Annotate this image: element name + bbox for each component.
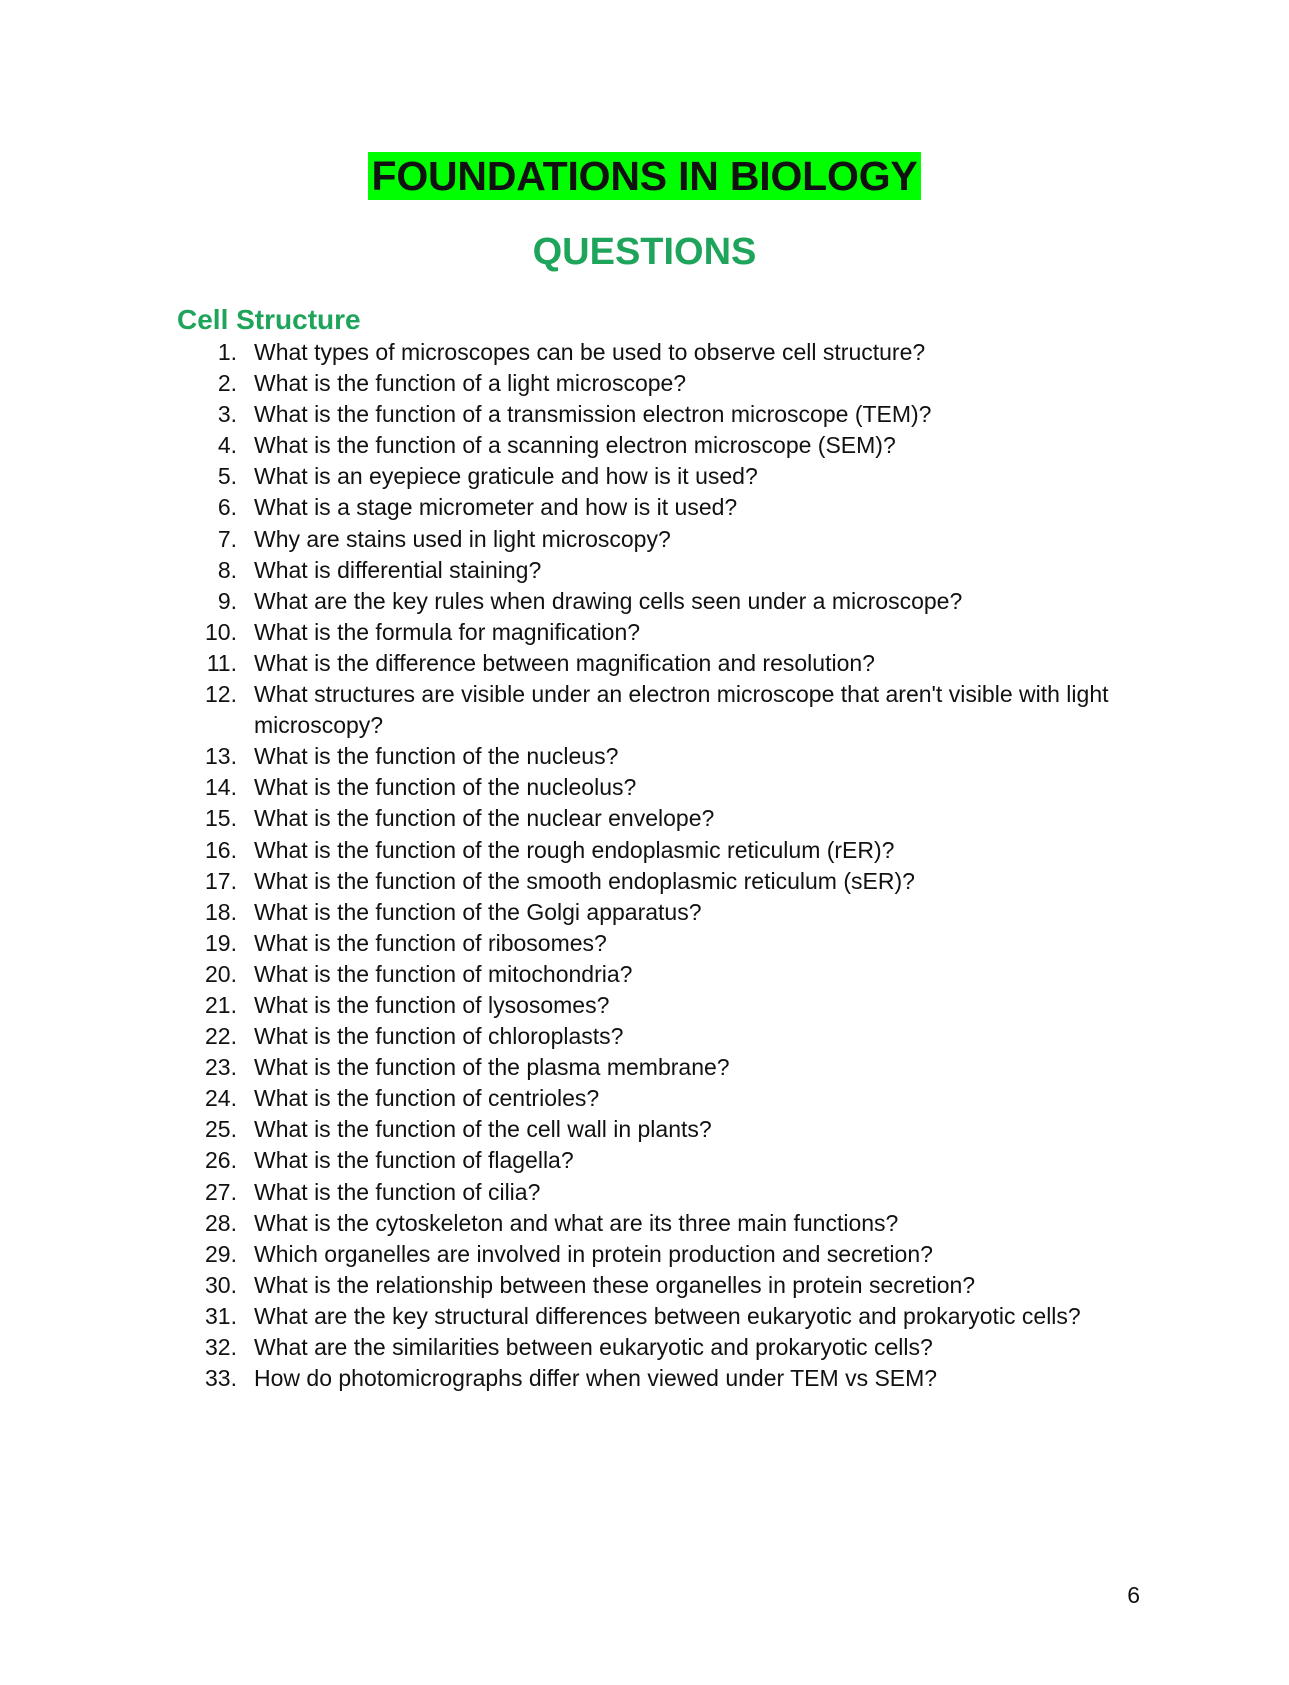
question-text: What is differential staining? bbox=[254, 556, 542, 583]
question-number: 29. bbox=[205, 1240, 237, 1267]
question-item bbox=[0, 586, 1289, 617]
document-subtitle: QUESTIONS bbox=[532, 231, 757, 273]
document-title: FOUNDATIONS IN BIOLOGY bbox=[368, 152, 920, 200]
page-number: 6 bbox=[1127, 1582, 1140, 1608]
question-text: What is the function of mitochondria? bbox=[254, 960, 633, 987]
question-item bbox=[0, 959, 1289, 990]
question-number: 25. bbox=[205, 1116, 237, 1143]
question-item bbox=[0, 803, 1289, 834]
question-number: 10. bbox=[205, 618, 237, 645]
question-item bbox=[0, 1208, 1289, 1239]
question-text: What is the function of the Golgi apparatus? bbox=[254, 898, 702, 925]
question-number: 32. bbox=[205, 1334, 237, 1360]
question-item bbox=[0, 1301, 1289, 1332]
question-number: 31. bbox=[205, 1302, 237, 1329]
question-number: 21. bbox=[205, 991, 237, 1018]
question-number: 1. bbox=[217, 339, 237, 365]
question-item bbox=[0, 741, 1289, 772]
question-text: What is the function of a transmission electron microscope (TEM)? bbox=[254, 401, 932, 428]
question-text: How do photomicrographs differ when viewed under TEM vs SEM? bbox=[254, 1365, 938, 1392]
question-number: 15. bbox=[205, 805, 237, 832]
question-text: What is the function of the nuclear envelope? bbox=[254, 805, 715, 832]
question-number: 19. bbox=[205, 929, 237, 956]
question-text: What is the function of a light microscope? bbox=[254, 370, 687, 397]
question-item bbox=[0, 928, 1289, 959]
question-number: 11. bbox=[206, 649, 237, 676]
question-text: What is the function of cilia? bbox=[254, 1178, 541, 1205]
question-text: What is the function of the plasma membrane? bbox=[254, 1054, 730, 1081]
question-number: 24. bbox=[205, 1085, 237, 1112]
question-text: What is the function of the nucleolus? bbox=[254, 774, 637, 801]
question-text: What is the formula for magnification? bbox=[254, 618, 641, 645]
question-number: 13. bbox=[205, 743, 237, 770]
question-number: 7. bbox=[217, 525, 237, 552]
question-text: Which organelles are involved in protein production and secretion? bbox=[254, 1240, 933, 1267]
question-text: What are the key rules when drawing cells seen under a microscope? bbox=[254, 587, 963, 614]
question-item bbox=[0, 461, 1289, 492]
question-text: What are the key structural differences between eukaryotic and prokaryotic cells? bbox=[254, 1302, 1081, 1329]
question-item bbox=[0, 430, 1289, 461]
question-number: 16. bbox=[205, 836, 237, 863]
question-number: 6. bbox=[217, 494, 237, 521]
question-number: 27. bbox=[205, 1178, 237, 1205]
question-item bbox=[0, 524, 1289, 555]
question-number: 17. bbox=[205, 867, 237, 894]
question-number: 2. bbox=[217, 370, 237, 397]
question-text: What is the function of the cell wall in plants? bbox=[254, 1116, 712, 1143]
question-text: What is an eyepiece graticule and how is it used? bbox=[254, 463, 758, 490]
question-item bbox=[0, 897, 1289, 928]
question-number: 18. bbox=[205, 898, 237, 925]
question-text: What is the function of lysosomes? bbox=[254, 991, 610, 1018]
question-item bbox=[0, 337, 1289, 368]
question-text: What is the function of the rough endoplasmic reticulum (rER)? bbox=[254, 836, 895, 863]
question-item bbox=[0, 679, 1289, 741]
question-text: Why are stains used in light microscopy? bbox=[254, 525, 671, 552]
question-item bbox=[0, 990, 1289, 1021]
question-number: 30. bbox=[205, 1271, 237, 1298]
question-item bbox=[0, 1363, 1289, 1394]
question-item bbox=[0, 492, 1289, 523]
question-item bbox=[0, 1270, 1289, 1301]
question-item bbox=[0, 399, 1289, 430]
question-number: 23. bbox=[205, 1054, 237, 1081]
question-number: 14. bbox=[205, 774, 237, 801]
question-text: What is the function of the nucleus? bbox=[254, 743, 619, 770]
question-item bbox=[0, 772, 1289, 803]
question-number: 20. bbox=[205, 960, 237, 987]
question-item bbox=[0, 1083, 1289, 1114]
question-number: 22. bbox=[205, 1023, 237, 1050]
question-text: What is the function of ribosomes? bbox=[254, 929, 607, 956]
question-item bbox=[0, 368, 1289, 399]
title-container bbox=[0, 152, 1289, 200]
question-text: What is the function of a scanning electron microscope (SEM)? bbox=[254, 432, 896, 459]
question-item bbox=[0, 1332, 1289, 1363]
question-number: 5. bbox=[217, 463, 237, 490]
question-item bbox=[0, 1021, 1289, 1052]
question-text: What is the function of centrioles? bbox=[254, 1085, 600, 1112]
question-item bbox=[0, 1052, 1289, 1083]
question-list bbox=[0, 337, 1289, 1394]
question-number: 8. bbox=[217, 556, 237, 583]
question-text: What is the function of chloroplasts? bbox=[254, 1023, 624, 1050]
question-number: 28. bbox=[205, 1209, 237, 1236]
question-number: 3. bbox=[217, 401, 237, 428]
question-text: What is a stage micrometer and how is it used? bbox=[254, 494, 738, 521]
question-number: 33. bbox=[205, 1365, 237, 1392]
question-text: What is the function of flagella? bbox=[254, 1147, 574, 1174]
question-text: What types of microscopes can be used to observe cell structure? bbox=[254, 339, 926, 365]
question-item bbox=[0, 648, 1289, 679]
question-item bbox=[0, 1177, 1289, 1208]
question-text: What is the cytoskeleton and what are its three main functions? bbox=[254, 1209, 899, 1236]
question-number: 12. bbox=[205, 681, 237, 708]
question-number: 9. bbox=[217, 587, 237, 614]
question-text: What is the difference between magnification and resolution? bbox=[254, 649, 875, 676]
question-item bbox=[0, 555, 1289, 586]
question-text: What are the similarities between eukaryotic and prokaryotic cells? bbox=[254, 1334, 933, 1360]
question-item bbox=[0, 617, 1289, 648]
question-text: What structures are visible under an electron microscope that aren't visible with light microscopy? bbox=[254, 681, 1109, 739]
question-item bbox=[0, 1239, 1289, 1270]
question-number: 26. bbox=[205, 1147, 237, 1174]
question-item bbox=[0, 1114, 1289, 1145]
question-item bbox=[0, 866, 1289, 897]
section-heading: Cell Structure bbox=[177, 304, 361, 335]
question-text: What is the function of the smooth endoplasmic reticulum (sER)? bbox=[254, 867, 915, 894]
question-item bbox=[0, 1145, 1289, 1176]
question-text: What is the relationship between these organelles in protein secretion? bbox=[254, 1271, 976, 1298]
question-item bbox=[0, 835, 1289, 866]
question-number: 4. bbox=[217, 432, 237, 459]
